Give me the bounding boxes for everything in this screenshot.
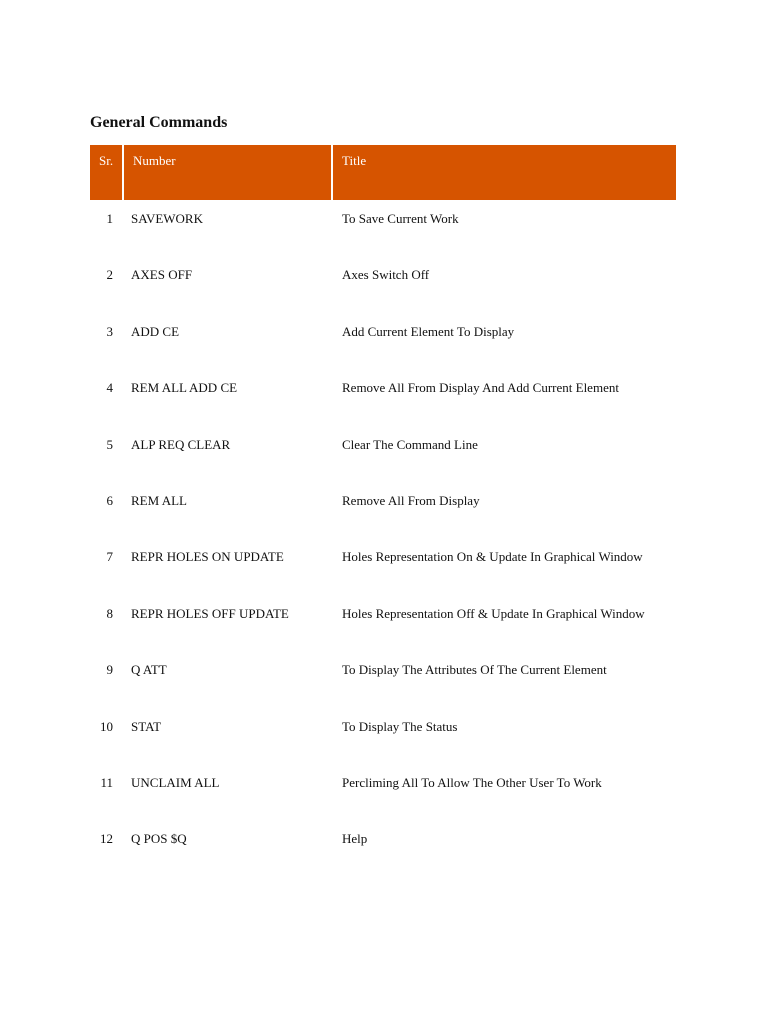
cell-title: Add Current Element To Display: [342, 323, 515, 339]
cell-title: Holes Representation On & Update In Graphical Window: [342, 549, 643, 565]
table-row: [90, 708, 676, 764]
cell-number: ALP REQ CLEAR: [131, 436, 231, 452]
cell-sr: 1: [106, 211, 113, 226]
cell-number: SAVEWORK: [131, 211, 203, 226]
cell-number: Q ATT: [131, 662, 167, 678]
cell-sr: 9: [106, 662, 113, 678]
cell-title: To Save Current Work: [342, 211, 459, 226]
cell-number: REPR HOLES ON UPDATE: [131, 549, 284, 565]
table-row: [90, 820, 676, 876]
table-row: [90, 538, 676, 594]
table-row: [90, 256, 676, 312]
cell-sr: 2: [106, 267, 113, 283]
cell-number: Q POS $Q: [131, 831, 187, 847]
header-number: Number: [124, 145, 331, 200]
table-row: [90, 651, 676, 707]
cell-sr: 3: [106, 323, 113, 339]
cell-sr: 5: [106, 436, 113, 452]
cell-title: Axes Switch Off: [342, 267, 430, 283]
cell-title: Remove All From Display: [342, 492, 480, 508]
table-row: [90, 426, 676, 482]
commands-table: [90, 145, 676, 877]
cell-sr: 11: [100, 774, 113, 790]
cell-sr: 4: [106, 380, 113, 396]
cell-number: UNCLAIM ALL: [131, 774, 220, 790]
cell-number: REM ALL ADD CE: [131, 380, 238, 396]
cell-number: REPR HOLES OFF UPDATE: [131, 605, 289, 621]
table-row: [90, 764, 676, 820]
cell-title: To Display The Attributes Of The Current Element: [342, 662, 607, 678]
cell-title: Help: [342, 831, 368, 847]
cell-sr: 12: [100, 831, 113, 847]
header-title: Title: [333, 145, 676, 200]
cell-sr: 6: [106, 492, 113, 508]
cell-number: REM ALL: [131, 492, 187, 508]
cell-sr: 7: [106, 549, 113, 565]
cell-title: Percliming All To Allow The Other User To Work: [342, 774, 602, 790]
table-row: [90, 369, 676, 425]
cell-title: Clear The Command Line: [342, 436, 478, 452]
cell-number: ADD CE: [131, 323, 180, 339]
table-row: [90, 595, 676, 651]
table-row: [90, 313, 676, 369]
cell-title: Holes Representation Off & Update In Graphical Window: [342, 605, 645, 621]
cell-sr: 10: [100, 718, 113, 734]
header-sr: Sr.: [90, 145, 122, 200]
table-row: [90, 482, 676, 538]
cell-number: AXES OFF: [131, 267, 193, 283]
page-title: General Commands: [90, 114, 228, 131]
cell-title: To Display The Status: [342, 718, 458, 734]
cell-title: Remove All From Display And Add Current Element: [342, 380, 619, 396]
cell-number: STAT: [131, 718, 162, 734]
table-row: [90, 200, 676, 256]
cell-sr: 8: [106, 605, 113, 621]
table-header-row: [90, 145, 676, 200]
